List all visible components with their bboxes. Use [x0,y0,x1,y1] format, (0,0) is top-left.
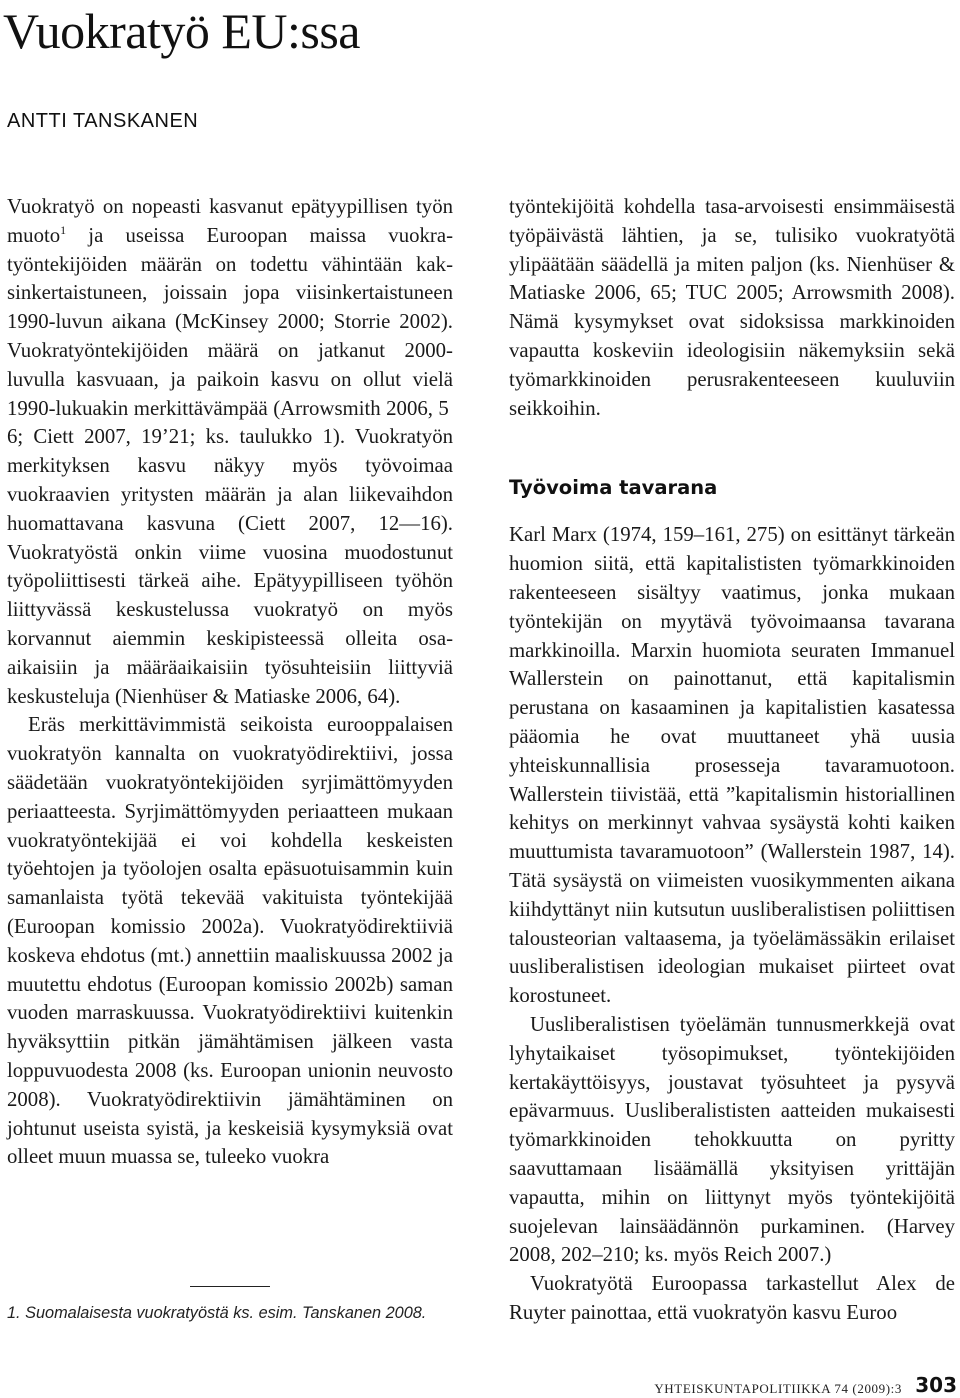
paragraph-4: Uusliberalistisen työelämän tunnusmerkkejä ovat lyhytaikaiset työsopimukset, työntekijöiden kertakäyttöisyys, joustavat työsuhteet ja pysyvä epävarmuus. Uusliberalististen aatteiden mukaisesti työmarkkinoiden tehokkuutta on pyritty saavuttamaan lisäämällä yksityisen yrittäjän vapautta, mihin on liittynyt myös työntekijöitä suojelevan lainsäädännön purkaminen. (Harvey 2008, 202–210; ks. myös Reich 2007.) [509,1012,955,1267]
left-column [7,193,453,1172]
paragraph-1 [7,193,453,711]
paragraph-5: Vuokratyötä Euroopassa tarkastellut Alex de Ruyter painottaa, että vuokratyön kasvu Euroo [509,1272,955,1324]
journal-footer: YHTEISKUNTAPOLITIIKKA 74 (2009):3 [654,1381,902,1396]
paragraph-continued: työntekijöitä kohdella tasa-arvoisesti ensimmäisestä työpäivästä lähtien, ja se, tulisiko vuokratyötä ylipäätään säädellä ja miten paljon (ks. Nienhüser & Matiaske 2006, 65; TUC 2005; Arrowsmith 2008). Nämä kysymykset ovat sidoksissa markkinoiden vapautta koskeviin ideologisiin näkemyksiin sekä työmarkkinoiden perusrakenteeseen kuuluviin seikkoihin. [509,195,955,420]
article-author: ANTTI TANSKANEN [7,110,199,132]
footnote: 1. Suomalaisesta vuokratyöstä ks. esim. Tanskanen 2008. [7,1304,427,1322]
page-number: 303 [915,1373,957,1397]
article-title: Vuokratyö EU:ssa [3,3,360,59]
paragraph-1-text-a: Vuokratyö on nopeasti kasvanut epätyypillisen työn muoto [7,195,453,247]
footnote-divider [190,1286,270,1287]
section-heading: Työvoima tavarana [509,476,718,500]
footnote-reference: 1 [60,222,67,237]
paragraph-1-text-b: ja useissa Euroopan maissa vuokratyöntekijöiden määrän on todettu vähintään kaksinkertaistuneen, joissain jopa viisinkertaistuneen 1990-luvun aikana (McKinsey 2000; Storrie 2002). Vuokratyöntekijöiden määrä on jatkanut 2000-luvulla kasvuaan, ja paikoin kasvu on ollut vielä 1990-lukuakin merkittävämpää (Arrowsmith 2006, 5 6; Ciett 2007, 19’21; ks. taulukko 1). Vuokratyön merkityksen kasvu näkyy myös työvoimaa vuokraavien yritysten määrän ja alan liikevaihdon huomattavana kasvuna (Ciett 2007, 12—16). Vuokratyöstä onkin viime vuosina muodostunut työpoliittisesti tärkeä aihe. Epätyypilliseen työhön liittyvässä keskustelussa vuokratyö on myös korvannut aiemmin keskipisteessä olleita osa-aikaisiin ja määräaikaisiin työsuhteisiin liittyviä keskusteluja (Nienhüser & Matiaske 2006, 64). [7,223,453,708]
paragraph-3: Karl Marx (1974, 159–161, 275) on esittänyt tärkeän huomion siitä, että kapitalististen työmarkkinoiden rakenteeseen sisältyy vaatimus, jonka mukaan työntekijän on myytävä työvoimaansa tavarana markkinoilla. Marxin huomiota seuraten Immanuel Wallerstein on painottanut, että kapitalismin perustana on kasaaminen ja kapitalistien kasatessa pääomia he ovat muuttaneet yhä uusia yhteiskunnallisia prosesseja tavaramuotoon. Wallerstein tiivistää, että ”kapitalismin historiallinen kehitys on merkinnyt vahvaa sysäystä kohti kaiken muuttumista tavaramuotoon” (Wallerstein 1987, 14). Tätä sysäystä on viimeisten vuosikymmenten aikana kiihdyttänyt niin kutsutun uusliberalistisen poliittisen talousteorian valtaasema, ja työelämässäkin erilaiset uusliberalistisen ideologian mukaiset piirteet ovat korostuneet. [509,523,955,1008]
paragraph-2: Eräs merkittävimmistä seikoista eurooppalaisen vuokratyön kannalta on vuokratyödirektiivi, jossa säädetään vuokratyöntekijöiden syrjimättömyyden periaatteesta. Syrjimättömyyden periaatteen mukaan vuokratyöntekijää ei voi kohdella keskeisten työehtojen ja työolojen osalta epäsuotuisammin kuin samanlaista työtä tekevää vakituista työntekijää (Euroopan komissio 2002a). Vuokratyödirektiiviä koskeva ehdotus (mt.) annettiin maaliskuussa 2002 ja muutettu ehdotus (Euroopan komissio 2002b) saman vuoden marraskuussa. Vuokratyödirektiivi kuitenkin hyväksyttiin pitkän jämähtämisen jälkeen vasta loppuvuodesta 2008 (ks. Euroopan unionin neuvosto 2008). Vuokratyödirektiivin jämähtäminen on johtunut useista syistä, ja keskeisiä kysymyksiä ovat olleet muun muassa se, tuleeko vuokra [7,713,453,1169]
right-column [509,193,955,1328]
